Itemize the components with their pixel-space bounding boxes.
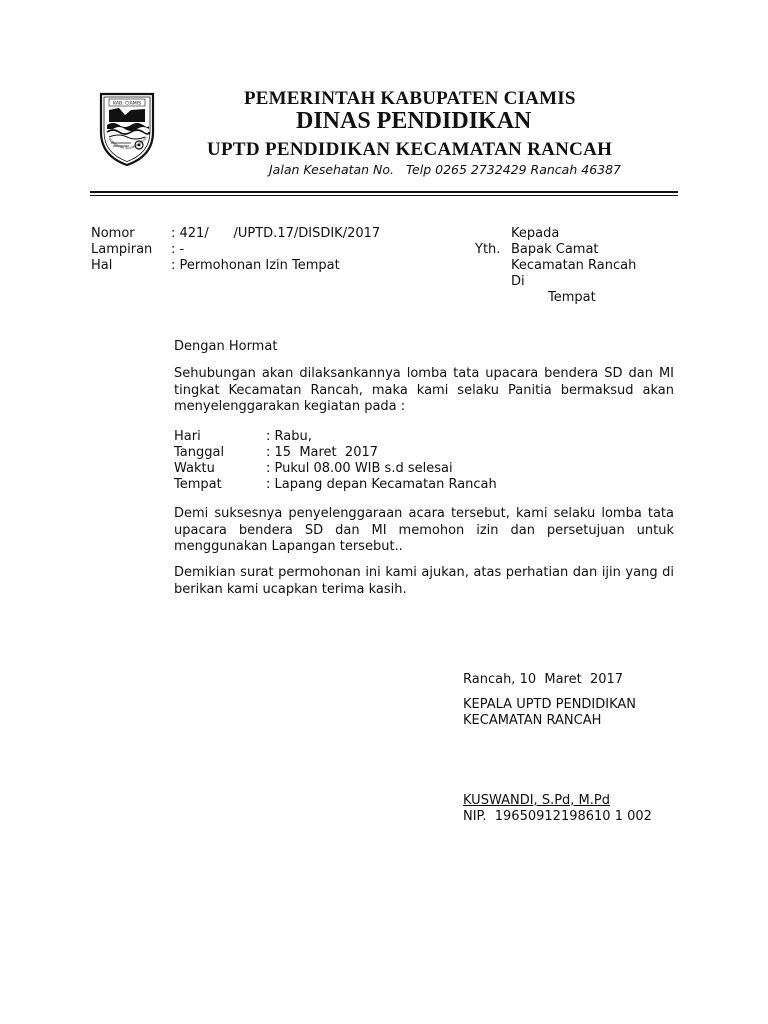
- meta-label-nomor: Nomor: [91, 226, 135, 241]
- meta-value-lampiran: : -: [171, 242, 185, 257]
- detail-value-waktu: : Pukul 08.00 WIB s.d selesai: [266, 461, 453, 476]
- detail-value-tempat: : Lapang depan Kecamatan Rancah: [266, 477, 497, 492]
- signer-name: KUSWANDI, S.Pd, M.Pd: [463, 793, 610, 808]
- closing-paragraph: Demikian surat permohonan ini kami ajukan, atas perhatian dan ijin yang di berikan kami ucapkan terima kasih.: [174, 565, 674, 597]
- letterhead-rule-thin: [90, 195, 678, 196]
- government-name: PEMERINTAH KABUPATEN CIAMIS: [244, 88, 576, 109]
- signer-title-line2: KECAMATAN RANCAH: [463, 713, 602, 728]
- address-line: Jalan Kesehatan No. Telp 0265 2732429 Rancah 46387: [269, 162, 622, 177]
- place-date: Rancah, 10 Maret 2017: [463, 672, 624, 687]
- intro-paragraph: Sehubungan akan dilaksankannya lomba tata upacara bendera SD dan MI tingkat Kecamatan Rancah, maka kami selaku Panitia bermaksud akan menyelenggarakan kegiatan pada :: [174, 366, 674, 414]
- department-name: DINAS PENDIDIKAN: [296, 108, 532, 134]
- request-paragraph: Demi suksesnya penyelenggaraan acara tersebut, kami selaku lomba tata upacara bendera SD dan MI memohon izin dan persetujuan untuk menggunakan Lapangan tersebut..: [174, 506, 674, 554]
- detail-label-waktu: Waktu: [174, 461, 215, 476]
- recipient-line2: Kecamatan Rancah: [511, 258, 637, 273]
- recipient-yth: Yth.: [475, 242, 501, 257]
- svg-text:KAB. CIAMIS: KAB. CIAMIS: [112, 101, 142, 107]
- detail-value-hari: : Rabu,: [266, 429, 312, 444]
- detail-label-hari: Hari: [174, 429, 201, 444]
- detail-label-tempat: Tempat: [174, 477, 222, 492]
- recipient-line1: Bapak Camat: [511, 242, 599, 257]
- recipient-line3: Di: [511, 274, 525, 289]
- meta-value-nomor: : 421/ /UPTD.17/DISDIK/2017: [171, 226, 381, 241]
- signer-nip: NIP. 19650912198610 1 002: [463, 809, 652, 824]
- detail-value-tanggal: : 15 Maret 2017: [266, 445, 379, 460]
- meta-label-lampiran: Lampiran: [91, 242, 153, 257]
- recipient-line4: Tempat: [548, 290, 596, 305]
- recipient-kepada: Kepada: [511, 226, 560, 241]
- ciamis-regency-emblem-icon: [95, 88, 159, 168]
- svg-text:Mahayunan Ayuna Kadatuan: Mahayunan Ayuna Kadatuan: [107, 135, 149, 151]
- detail-label-tanggal: Tanggal: [174, 445, 225, 460]
- unit-name: UPTD PENDIDIKAN KECAMATAN RANCAH: [207, 139, 613, 160]
- meta-label-hal: Hal: [91, 258, 113, 273]
- meta-value-hal: : Permohonan Izin Tempat: [171, 258, 340, 273]
- letterhead-rule-thick: [90, 191, 678, 193]
- salutation: Dengan Hormat: [174, 339, 278, 354]
- signer-title-line1: KEPALA UPTD PENDIDIKAN: [463, 697, 637, 712]
